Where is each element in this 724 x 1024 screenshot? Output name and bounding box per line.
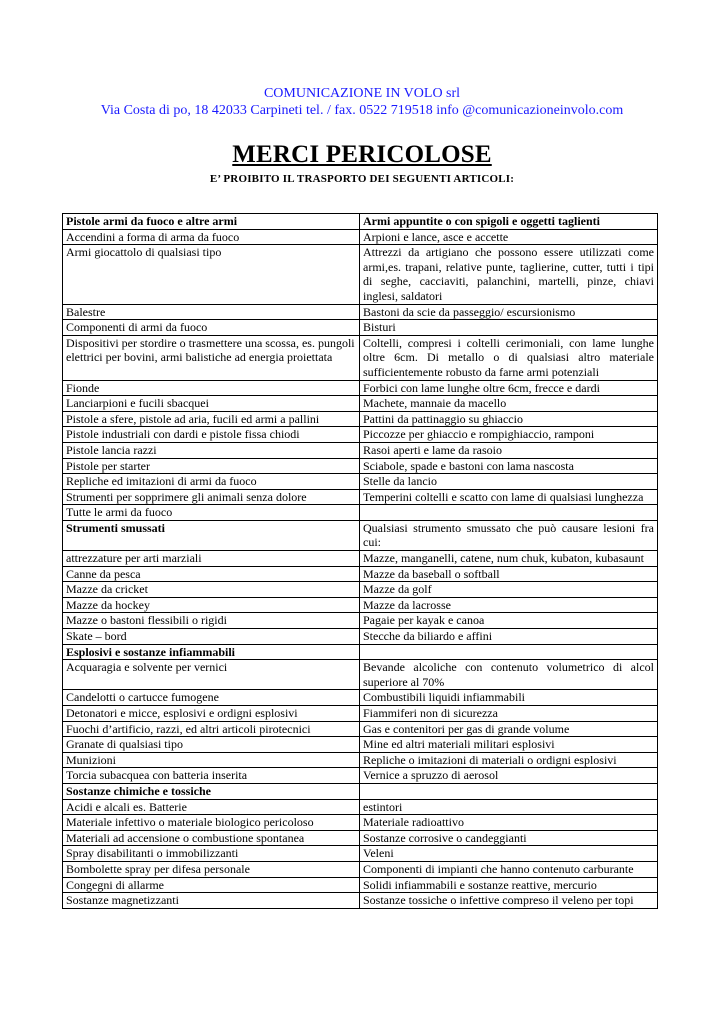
table-row [63,861,658,877]
table-row [63,660,658,690]
table-cell-left: Spray disabilitanti o immobilizzanti [63,846,360,862]
table-cell-right: Piccozze per ghiaccio e rompighiaccio, ramponi [360,427,658,443]
table-cell-right: Veleni [360,846,658,862]
table-cell-left: Sostanze magnetizzanti [63,893,360,909]
table-row [63,505,658,521]
table-cell-right: Bastoni da scie da passeggio/ escursionismo [360,304,658,320]
table-cell-left: Dispositivi per stordire o trasmettere una scossa, es. pungoli elettrici per bovini, armi balistiche ad energia proiettata [63,335,360,380]
table-cell-left: attrezzature per arti marziali [63,551,360,567]
table-cell-right: Mine ed altri materiali militari esplosivi [360,737,658,753]
table-cell-right: Forbici con lame lunghe oltre 6cm, frecce e dardi [360,380,658,396]
table-cell-right [360,644,658,660]
table-cell-left: Componenti di armi da fuoco [63,320,360,336]
table-row [63,783,658,799]
table-cell-left: Pistole armi da fuoco e altre armi [63,214,360,230]
table-cell-right: Coltelli, compresi i coltelli cerimoniali, con lame lunghe oltre 6cm. Di metallo o di qualsiasi altro materiale sufficientemente robusto da farne armi potenziali [360,335,658,380]
table-cell-right: Attrezzi da artigiano che possono essere utilizzati come armi,es. trapani, relative punte, taglierine, cutter, tutti i tipi di seghe, cacciaviti, palanchini, martelli, pinze, chiavi inglesi, saldatori [360,245,658,304]
table-cell-left: Detonatori e micce, esplosivi e ordigni esplosivi [63,706,360,722]
table-cell-right: Solidi infiammabili e sostanze reattive, mercurio [360,877,658,893]
table-cell-right: Armi appuntite o con spigoli e oggetti taglienti [360,214,658,230]
table-cell-left: Materiali ad accensione o combustione spontanea [63,830,360,846]
table-cell-left: Repliche ed imitazioni di armi da fuoco [63,474,360,490]
table-cell-left: Pistole per starter [63,458,360,474]
company-address: Via Costa di po, 18 42033 Carpineti tel. / fax. 0522 719518 info @comunicazioneinvolo.com [100,103,624,118]
table-row [63,320,658,336]
table-row [63,690,658,706]
table-row [63,877,658,893]
table-cell-right: Mazze da lacrosse [360,597,658,613]
table-cell-left: Skate – bord [63,629,360,645]
table-cell-left: Congegni di allarme [63,877,360,893]
table-cell-left: Armi giocattolo di qualsiasi tipo [63,245,360,304]
company-name: COMUNICAZIONE IN VOLO srl [263,86,461,101]
table-row [63,629,658,645]
table-row [63,458,658,474]
table-cell-right: Combustibili liquidi infiammabili [360,690,658,706]
table-cell-left: Fuochi d’artificio, razzi, ed altri articoli pirotecnici [63,721,360,737]
table-cell-left: Acquaragia e solvente per vernici [63,660,360,690]
table-row [63,799,658,815]
page-title: MERCI PERICOLOSE [232,141,492,168]
table-cell-right: Stecche da biliardo e affini [360,629,658,645]
table-cell-right: Temperini coltelli e scatto con lame di qualsiasi lunghezza [360,489,658,505]
table-cell-right [360,505,658,521]
table-cell-right: Mazze da baseball o softball [360,566,658,582]
dangerous-goods-table [62,213,658,909]
table-cell-right: Qualsiasi strumento smussato che può causare lesioni fra cui: [360,520,658,550]
table-cell-left: Mazze da hockey [63,597,360,613]
table-cell-left: Lanciarpioni e fucili sbacquei [63,396,360,412]
table-row [63,520,658,550]
letterhead [0,85,724,120]
table-cell-right: Sciabole, spade e bastoni con lama nascosta [360,458,658,474]
table-cell-right: Machete, mannaie da macello [360,396,658,412]
table-row [63,582,658,598]
table-cell-right: Rasoi aperti e lame da rasoio [360,442,658,458]
table-row [63,442,658,458]
table-row [63,229,658,245]
table-cell-left: Granate di qualsiasi tipo [63,737,360,753]
table-cell-left: Strumenti per sopprimere gli animali senza dolore [63,489,360,505]
dangerous-goods-table-body [63,214,658,909]
table-cell-right: Sostanze tossiche o infettive compreso il veleno per topi [360,893,658,909]
table-cell-left: Mazze o bastoni flessibili o rigidi [63,613,360,629]
table-row [63,489,658,505]
table-row [63,380,658,396]
table-cell-left: Bombolette spray per difesa personale [63,861,360,877]
table-cell-right: Sostanze corrosive o candeggianti [360,830,658,846]
table-cell-right: Arpioni e lance, asce e accette [360,229,658,245]
table-row [63,304,658,320]
table-row [63,846,658,862]
table-cell-left: Candelotti o cartucce fumogene [63,690,360,706]
table-row [63,706,658,722]
table-cell-left: Esplosivi e sostanze infiammabili [63,644,360,660]
table-cell-left: Tutte le armi da fuoco [63,505,360,521]
table-cell-left: Mazze da cricket [63,582,360,598]
table-row [63,644,658,660]
table-row [63,721,658,737]
table-cell-right: Bevande alcoliche con contenuto volumetrico di alcol superiore al 70% [360,660,658,690]
table-row [63,396,658,412]
table-row [63,214,658,230]
table-cell-left: Accendini a forma di arma da fuoco [63,229,360,245]
table-cell-left: Fionde [63,380,360,396]
table-cell-right: Componenti di impianti che hanno contenuto carburante [360,861,658,877]
table-cell-left: Acidi e alcali es. Batterie [63,799,360,815]
table-cell-right: Repliche o imitazioni di materiali o ordigni esplosivi [360,752,658,768]
table-cell-right: Pagaie per kayak e canoa [360,613,658,629]
table-cell-right: Mazze, manganelli, catene, num chuk, kubaton, kubasaunt [360,551,658,567]
table-row [63,551,658,567]
table-cell-right: Mazze da golf [360,582,658,598]
table-cell-left: Strumenti smussati [63,520,360,550]
table-row [63,566,658,582]
table-row [63,830,658,846]
table-cell-left: Munizioni [63,752,360,768]
table-cell-right: Vernice a spruzzo di aerosol [360,768,658,784]
page-subtitle: E’ PROIBITO IL TRASPORTO DEI SEGUENTI ARTICOLI: [209,173,515,185]
table-row [63,335,658,380]
table-cell-left: Balestre [63,304,360,320]
table-cell-left: Materiale infettivo o materiale biologico pericoloso [63,815,360,831]
table-row [63,752,658,768]
table-cell-right: Fiammiferi non di sicurezza [360,706,658,722]
table-row [63,427,658,443]
table-cell-right: Stelle da lancio [360,474,658,490]
table-cell-left: Sostanze chimiche e tossiche [63,783,360,799]
table-cell-right [360,783,658,799]
table-row [63,893,658,909]
table-row [63,613,658,629]
table-row [63,737,658,753]
table-row [63,815,658,831]
table-cell-left: Pistole a sfere, pistole ad aria, fucili ed armi a pallini [63,411,360,427]
table-row [63,597,658,613]
table-cell-left: Torcia subacquea con batteria inserita [63,768,360,784]
table-row [63,474,658,490]
table-cell-right: Gas e contenitori per gas di grande volume [360,721,658,737]
table-row [63,245,658,304]
table-cell-right: estintori [360,799,658,815]
table-cell-right: Bisturi [360,320,658,336]
table-cell-right: Pattini da pattinaggio su ghiaccio [360,411,658,427]
table-cell-left: Pistole industriali con dardi e pistole fissa chiodi [63,427,360,443]
table-cell-right: Materiale radioattivo [360,815,658,831]
table-row [63,768,658,784]
table-cell-left: Pistole lancia razzi [63,442,360,458]
table-row [63,411,658,427]
table-cell-left: Canne da pesca [63,566,360,582]
